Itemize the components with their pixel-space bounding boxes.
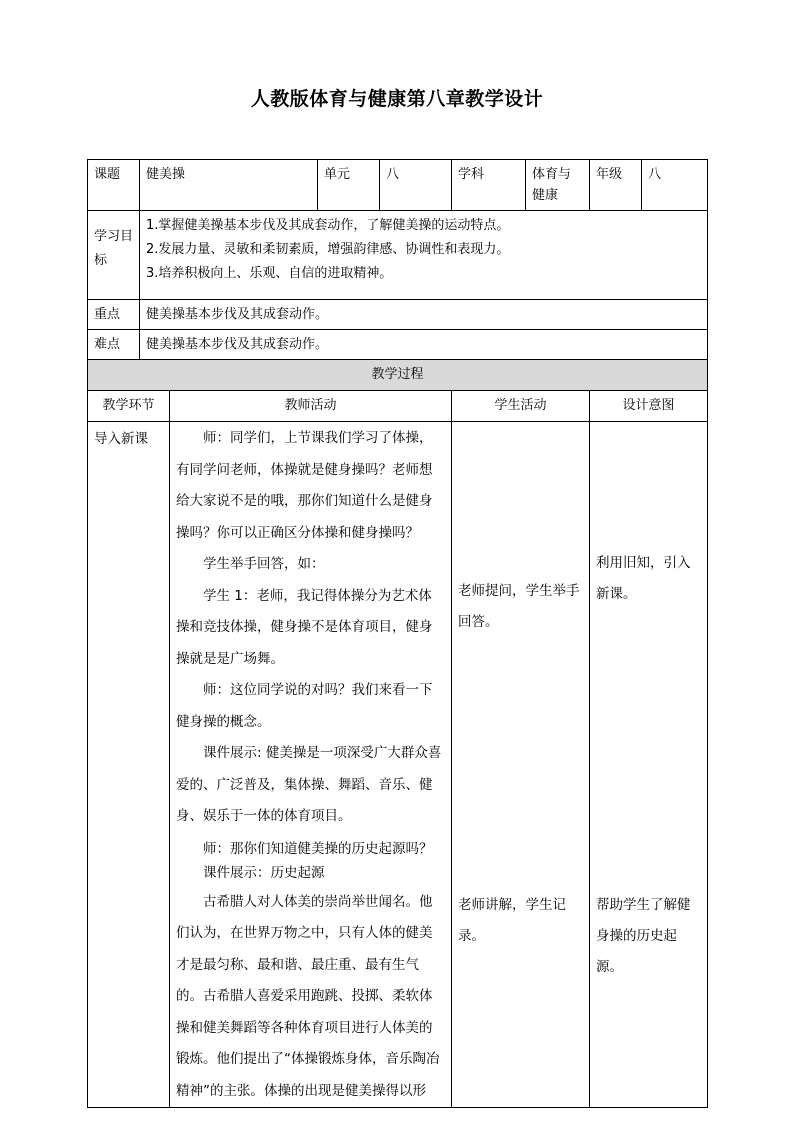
process-header-row	[88, 391, 708, 422]
objectives-row	[88, 211, 708, 300]
objectives-list	[140, 211, 708, 300]
objective-item: 1.掌握健美操基本步伐及其成套动作，了解健美操的运动特点。	[146, 218, 510, 233]
teacher-activity-cell	[170, 422, 452, 1108]
grade-value: 八	[642, 160, 708, 211]
key-point-row	[88, 300, 708, 330]
grade-label: 年级	[590, 160, 642, 211]
process-section-title: 教学过程	[88, 360, 708, 391]
teacher-paragraph: 师：同学们，上节课我们学习了体操，有同学问老师，体操就是健身操吗？老师想给大家说不是的哦，那你们知道什么是健身操吗？你可以正确区分体操和健身操吗？	[176, 430, 433, 541]
teacher-paragraph: 师：这位同学说的对吗？我们来看一下健身操的概念。	[176, 682, 433, 730]
process-title-row	[88, 360, 708, 391]
topic-label: 课题	[88, 160, 140, 211]
objectives-label: 学习目标	[88, 211, 140, 300]
teacher-paragraph: 学生 1：老师，我记得体操分为艺术体操和竞技体操，健身操不是体育项目，健身操就是是广场舞。	[176, 587, 433, 667]
intro-stage-row	[88, 422, 708, 1108]
stage-name: 导入新课	[94, 431, 148, 447]
objective-item: 2.发展力量、灵敏和柔韧素质，增强韵律感、协调性和表现力。	[146, 242, 510, 257]
teacher-paragraph: 课件展示：历史起源	[203, 864, 325, 881]
subject-value: 体育与健康	[526, 160, 590, 211]
difficult-point-row	[88, 330, 708, 360]
difficult-point-value: 健美操基本步伐及其成套动作。	[140, 330, 708, 360]
topic-value: 健美操	[140, 160, 318, 211]
header-row	[88, 160, 708, 211]
objective-item: 3.培养积极向上、乐观、自信的进取精神。	[146, 266, 393, 281]
design-intent: 利用旧知，引入新课。	[596, 555, 691, 602]
column-header: 教学环节	[88, 391, 170, 422]
student-activity-cell	[452, 422, 590, 1108]
stage-cell	[88, 422, 170, 1108]
unit-label: 单元	[318, 160, 380, 211]
key-point-value: 健美操基本步伐及其成套动作。	[140, 300, 708, 330]
column-header: 教师活动	[170, 391, 452, 422]
column-header: 设计意图	[590, 391, 708, 422]
subject-label: 学科	[452, 160, 526, 211]
document-title: 人教版体育与健康第八章教学设计	[250, 88, 544, 110]
teacher-paragraph: 师：那你们知道健美操的历史起源吗？	[203, 840, 433, 857]
difficult-point-label: 难点	[88, 330, 140, 360]
teacher-paragraph: 课件展示: 健美操是一项深受广大群众喜爱的、广泛普及，集体操、舞蹈、音乐、健身、娱乐于一体的体育项目。	[176, 745, 442, 824]
unit-value: 八	[380, 160, 452, 211]
teacher-paragraph: 学生举手回答，如：	[203, 556, 325, 572]
student-activity: 老师讲解，学生记录。	[458, 897, 567, 944]
lesson-plan-table	[87, 159, 708, 1108]
key-point-label: 重点	[88, 300, 140, 330]
column-header: 学生活动	[452, 391, 590, 422]
teacher-paragraph: 古希腊人对人体美的崇尚举世闻名。他们认为，在世界万物之中，只有人体的健美才是最匀称、最和谐、最庄重、最有生气的。古希腊人喜爱采用跑跳、投掷、柔软体操和健美舞蹈等各种体育项目进行人体美的锻炼。他们提出了“体操锻炼身体，音乐陶冶精神”的主张。体操的出现是健美操得以形	[176, 893, 440, 1099]
design-intent: 帮助学生了解健身操的历史起源。	[596, 897, 691, 975]
student-activity: 老师提问，学生举手回答。	[458, 583, 580, 630]
design-intent-cell	[590, 422, 708, 1108]
